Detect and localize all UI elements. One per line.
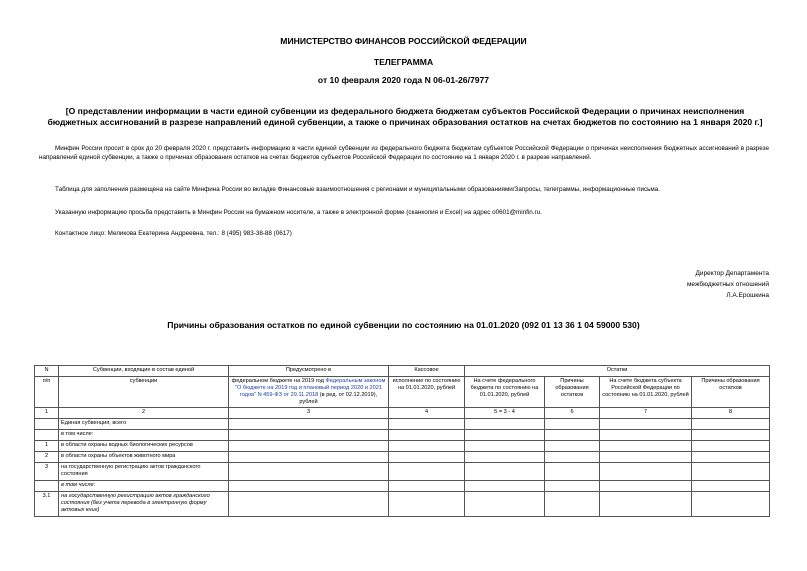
row-number: 3.1 — [35, 492, 59, 517]
row-number — [35, 481, 59, 492]
row-name: в области охраны водных биологических ресурсов — [59, 441, 229, 452]
residuals-table — [34, 365, 770, 517]
header-reasons-1: Причины образования остатков — [545, 377, 600, 408]
document-title: [О представлении информации в части единой субвенции из федерального бюджета бюджетам субъектов Российской Федерации о причинах неисполнения бюджетных ассигнований в разрезе направлений единой субвенции, а также о причинах образования остатков на счетах бюджетов по состоянию на 1 января 2020 г.] — [47, 106, 763, 127]
header-n: N — [35, 366, 59, 377]
ministry-heading: МИНИСТЕРСТВО ФИНАНСОВ РОССИЙСКОЙ ФЕДЕРАЦИИ — [280, 36, 527, 46]
table-row — [35, 430, 770, 441]
row-name: Единая субвенция, всего — [59, 419, 229, 430]
row-number: 1 — [35, 441, 59, 452]
table-row — [35, 492, 770, 517]
planned-text-c: (в ред. от 02.12.2019), рублей — [299, 392, 378, 405]
header-np: п/п — [35, 377, 59, 408]
document-date: от 10 февраля 2020 года N 06-01-26/7977 — [317, 75, 490, 85]
column-number-row — [35, 408, 770, 419]
paragraph-table-location: Таблица для заполнения размещена на сайте Минфина России во вкладке Финансовые взаимоотношения с регионами и муниципальными образованиями/Запросы, телеграммы, информационные письма. — [55, 186, 661, 193]
paragraph-request: Минфин России просит в срок до 20 февраля 2020 г. представить информацию в части единой субвенции из федерального бюджета бюджетам субъектов Российской Федерации о причинах неисполнения бюджетных ассигнований в разрезе направлений единой субвенции, а также о причинах образования остатков на счетах бюджетов субъектов Российской Федерации по состоянию на 1 января 2020 г. в разрезе направлений. — [39, 145, 769, 161]
header-subject-account: На счете бюджета субъекта Российской Федерации по состоянию на 01.01.2020, рублей — [600, 377, 692, 408]
col-num: 5 = 3 - 4 — [465, 408, 545, 419]
paragraph-submission: Указанную информацию просьба представить в Минфин России на бумажном носителе, а также в электронной форме (сканкопия и Excel) на адрес o0601@minfin.ru. — [55, 209, 542, 216]
signature-name: Л.А.Ерошкина — [726, 292, 769, 299]
row-name: в том числе: — [59, 481, 229, 492]
header-planned: Предусмотрено в — [229, 366, 389, 377]
paragraph-contact: Контактное лицо: Меликова Екатерина Андреевна, тел.: 8 (495) 983-38-88 (0617) — [55, 230, 292, 237]
col-num: 8 — [692, 408, 770, 419]
header-federal-account: На счете федерального бюджета по состоянию на 01.01.2020, рублей — [465, 377, 545, 408]
row-number — [35, 430, 59, 441]
row-number: 2 — [35, 452, 59, 463]
header-planned-2 — [229, 377, 389, 408]
header-subvention-2: субвенции — [59, 377, 229, 408]
row-number — [35, 419, 59, 430]
row-name: на государственную регистрацию актов гражданского состояния — [59, 463, 229, 481]
header-subvention: Субвенции, входящие в состав единой — [59, 366, 229, 377]
signature-position: Директор Департамента — [695, 270, 769, 277]
table-row — [35, 441, 770, 452]
row-number: 3 — [35, 463, 59, 481]
row-name: на государственную регистрацию актов гражданского состояния (без учета перевода в электронную форму актовых книг) — [59, 492, 229, 517]
col-num: 7 — [600, 408, 692, 419]
col-num: 2 — [59, 408, 229, 419]
col-num: 4 — [389, 408, 465, 419]
table-row — [35, 419, 770, 430]
row-name: в области охраны объектов животного мира — [59, 452, 229, 463]
col-num: 3 — [229, 408, 389, 419]
row-name: в том числе: — [59, 430, 229, 441]
planned-text-a: федеральном бюджете на 2019 год — [231, 378, 326, 384]
table-row — [35, 463, 770, 481]
document-type: ТЕЛЕГРАММА — [373, 57, 434, 67]
signature-department: межбюджетных отношений — [686, 281, 769, 288]
table-title: Причины образования остатков по единой субвенции по состоянию на 01.01.2020 (092 01 13 36 1 04 59000 530) — [167, 320, 640, 330]
col-num: 6 — [545, 408, 600, 419]
header-cash-2: исполнение по состоянию на 01.01.2020, рублей — [389, 377, 465, 408]
table-row — [35, 452, 770, 463]
col-num: 1 — [35, 408, 59, 419]
header-reasons-2: Причины образования остатков — [692, 377, 770, 408]
header-residuals: Остатки — [465, 366, 770, 377]
header-cash: Кассовое — [389, 366, 465, 377]
federal-law-link[interactable]: Федеральным законом "О бюджете на 2019 год и плановый период 2020 и 2021 годов" N 459-ФЗ от 29.11.2018 — [235, 378, 386, 398]
table-row — [35, 481, 770, 492]
